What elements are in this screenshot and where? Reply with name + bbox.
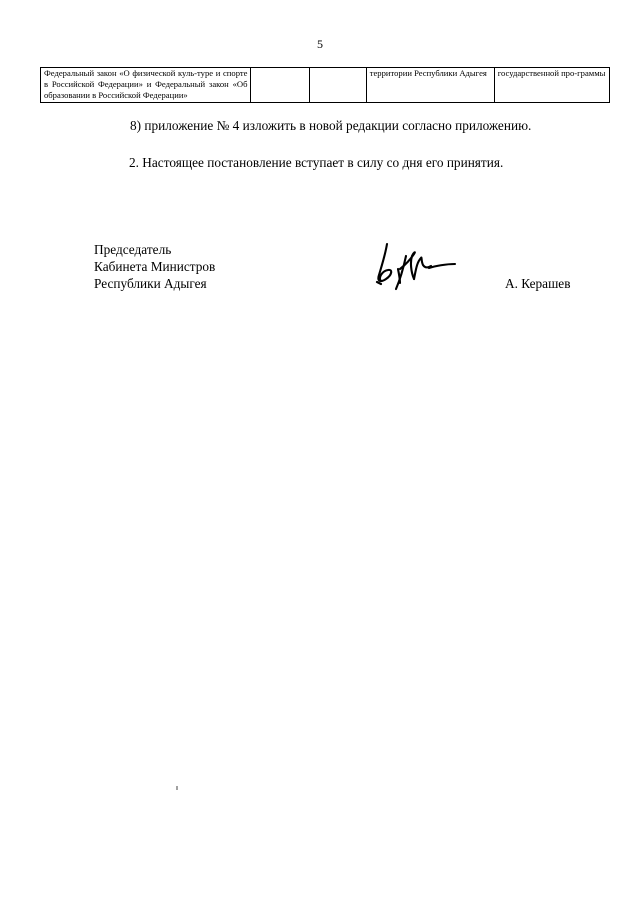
page-number: 5: [317, 37, 323, 51]
paragraph-item-8: 8) приложение № 4 изложить в новой редакции согласно приложению.: [130, 118, 532, 133]
document-table: [40, 67, 610, 103]
handwritten-signature: [365, 238, 470, 294]
signer-title-line: Республики Адыгея: [94, 276, 207, 291]
signer-title: [94, 241, 215, 292]
table-cell-law-references: Федеральный закон «О физической куль-туре и спорте в Российской Федерации» и Федеральный закон «Об образовании в Российской Федерации»: [41, 68, 251, 103]
signer-name: А. Керашев: [505, 276, 571, 291]
table-row: [41, 68, 610, 103]
scan-artifact: [176, 786, 178, 790]
signer-title-line: Председатель: [94, 242, 172, 257]
table-cell-program: государственной про-граммы: [494, 68, 609, 103]
paragraph-item-2: 2. Настоящее постановление вступает в силу со дня его принятия.: [129, 155, 504, 170]
signer-title-line: Кабинета Министров: [94, 259, 216, 274]
table-cell-territory: территории Республики Адыгея: [366, 68, 494, 103]
table-cell-empty: [309, 68, 366, 103]
table-cell-empty: [251, 68, 309, 103]
